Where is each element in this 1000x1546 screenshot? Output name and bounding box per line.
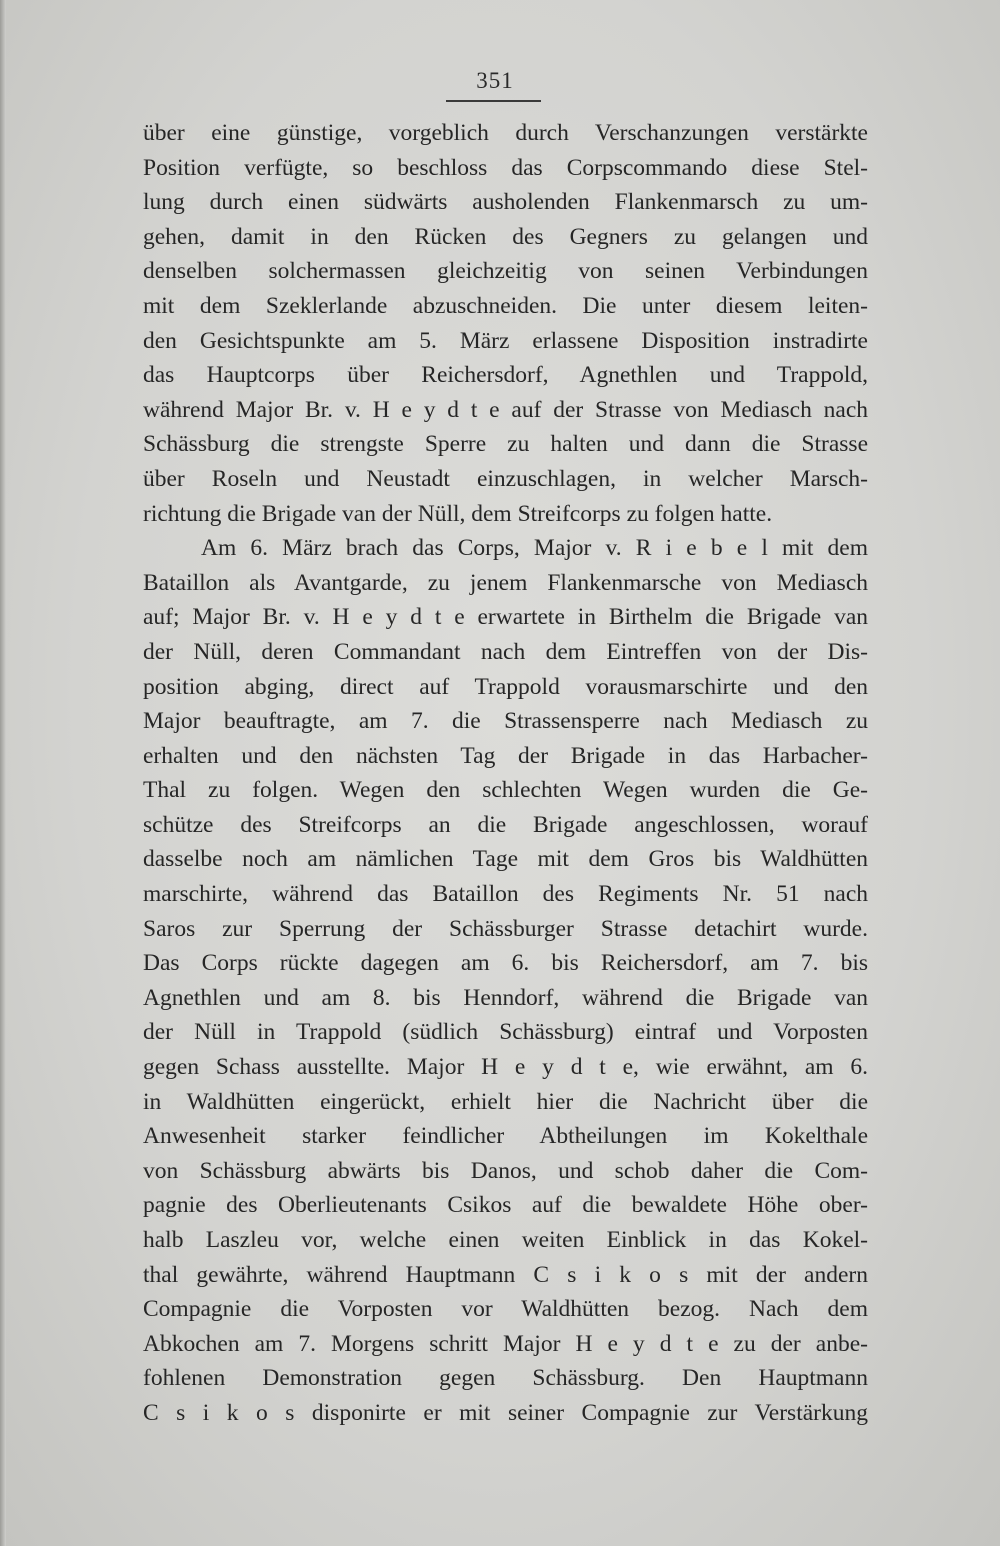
header-rule [446, 100, 541, 102]
text-line: richtung die Brigade van der Nüll, dem Streifcorps zu folgen hatte. [143, 500, 773, 527]
text-line: erhalten und den nächsten Tag der Brigade in das Harbacher- [143, 742, 868, 769]
text-line: Position verfügte, so beschloss das Corpscommando diese Stel- [143, 154, 868, 181]
text-line: pagnie des Oberlieutenants Csikos auf die bewaldete Höhe ober- [143, 1192, 868, 1219]
text-line: fohlenen Demonstration gegen Schässburg. Den Hauptmann [143, 1365, 868, 1392]
text-line: der Nüll in Trappold (südlich Schässburg) eintraf und Vorposten [143, 1019, 868, 1046]
text-line: mit dem Szeklerlande abzuschneiden. Die unter diesem leiten- [143, 292, 868, 319]
text-line: Compagnie die Vorposten vor Waldhütten bezog. Nach dem [143, 1296, 868, 1323]
text-line: dasselbe noch am nämlichen Tage mit dem Gros bis Waldhütten [143, 846, 868, 873]
text-line: C s i k o s disponirte er mit seiner Compagnie zur Verstärkung [143, 1399, 868, 1426]
text-line: der Nüll, deren Commandant nach dem Eintreffen von der Dis- [143, 638, 868, 665]
text-line: auf; Major Br. v. H e y d t e erwartete in Birthelm die Brigade van [143, 604, 868, 631]
text-line: Anwesenheit starker feindlicher Abtheilungen im Kokelthale [143, 1123, 868, 1150]
text-line: das Hauptcorps über Reichersdorf, Agnethlen und Trappold, [143, 362, 868, 389]
text-line: thal gewährte, während Hauptmann C s i k o s mit der andern [143, 1261, 868, 1288]
text-line: position abging, direct auf Trappold vorausmarschirte und den [143, 673, 868, 700]
text-line: über eine günstige, vorgeblich durch Verschanzungen verstärkte [143, 120, 868, 146]
text-line: den Gesichtspunkte am 5. März erlassene Disposition instradirte [143, 327, 868, 354]
text-line: Das Corps rückte dagegen am 6. bis Reichersdorf, am 7. bis [143, 950, 868, 977]
text-line: halb Laszleu vor, welche einen weiten Einblick in das Kokel- [143, 1227, 868, 1253]
text-line: Saros zur Sperrung der Schässburger Strasse detachirt wurde. [143, 915, 868, 942]
text-line: Schässburg die strengste Sperre zu halten und dann die Strasse [143, 431, 868, 458]
page-binding-edge [0, 0, 6, 1546]
text-line: Bataillon als Avantgarde, zu jenem Flankenmarsche von Mediasch [143, 569, 868, 596]
text-line: Abkochen am 7. Morgens schritt Major H e y d t e zu der anbe- [143, 1330, 868, 1357]
text-line: Am 6. März brach das Corps, Major v. R i e b e l mit dem [201, 535, 868, 562]
page-number: 351 [476, 68, 514, 93]
text-line: lung durch einen südwärts ausholenden Flankenmarsch zu um- [143, 189, 868, 216]
text-line: Major beauftragte, am 7. die Strassensperre nach Mediasch zu [143, 708, 868, 735]
body-text [143, 116, 868, 1431]
text-line: während Major Br. v. H e y d t e auf der Strasse von Mediasch nach [143, 396, 868, 423]
text-line: von Schässburg abwärts bis Danos, und schob daher die Com- [143, 1157, 868, 1184]
text-line: gehen, damit in den Rücken des Gegners zu gelangen und [143, 223, 868, 250]
text-line: Thal zu folgen. Wegen den schlechten Wegen wurden die Ge- [143, 777, 868, 804]
text-line: über Roseln und Neustadt einzuschlagen, in welcher Marsch- [143, 465, 868, 492]
text-line: marschirte, während das Bataillon des Regiments Nr. 51 nach [143, 881, 868, 908]
text-line: gegen Schass ausstellte. Major H e y d t e, wie erwähnt, am 6. [143, 1054, 868, 1081]
text-line: Agnethlen und am 8. bis Henndorf, während die Brigade van [143, 984, 868, 1011]
text-line: in Waldhütten eingerückt, erhielt hier die Nachricht über die [143, 1088, 868, 1115]
text-line: schütze des Streifcorps an die Brigade angeschlossen, worauf [143, 811, 868, 838]
text-line: denselben solchermassen gleichzeitig von seinen Verbindungen [143, 258, 868, 285]
